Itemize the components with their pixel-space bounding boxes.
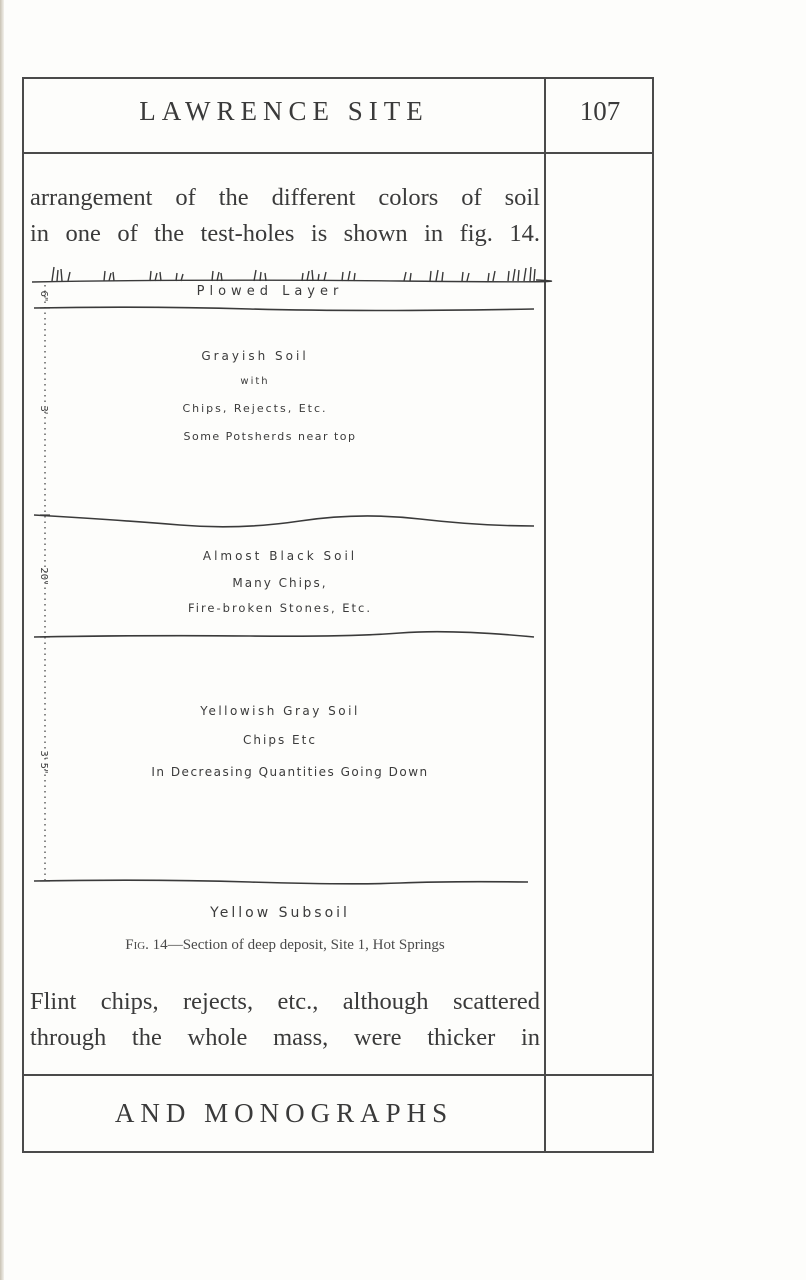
layer-label-grayish-chips: Chips, Rejects, Etc. — [182, 402, 328, 415]
paragraph-line: arrangement of the different colors of soil — [30, 184, 540, 211]
paragraph-line: through the whole mass, were thicker in — [30, 1024, 540, 1051]
boundary-grayish-base — [34, 515, 534, 527]
running-head: LAWRENCE SITE — [139, 96, 429, 126]
depth-label-black: 20" — [38, 567, 49, 585]
figure-caption-text: —Section of deep deposit, Site 1, Hot Springs — [167, 937, 445, 953]
boundary-plowed-base — [34, 307, 534, 310]
boundary-black-base — [34, 632, 534, 637]
page-number: 107 — [579, 96, 621, 126]
depth-label-plowed: 6" — [38, 290, 49, 302]
layer-label-plowed: Plowed Layer — [196, 284, 344, 299]
figure-caption — [30, 937, 540, 954]
paragraph-line: in one of the test-holes is shown in fig. 14. — [30, 220, 540, 247]
layer-label-yellowish-decreasing: In Decreasing Quantities Going Down — [151, 765, 429, 779]
layer-label-grayish-title: Grayish Soil — [201, 349, 309, 363]
layer-label-grayish-with: with — [240, 376, 270, 387]
paragraph-line: Flint chips, rejects, etc., although scattered — [30, 988, 540, 1015]
footer-title: AND MONOGRAPHS — [114, 1098, 454, 1128]
layer-label-subsoil: Yellow Subsoil — [210, 905, 350, 921]
layer-label-grayish-potsherds: Some Potsherds near top — [183, 430, 357, 443]
grass-surface — [32, 267, 552, 282]
layer-label-yellowish-chips: Chips Etc — [243, 733, 317, 747]
layer-label-black-stones: Fire-broken Stones, Etc. — [187, 601, 373, 615]
layer-label-black-chips: Many Chips, — [232, 576, 328, 590]
figure-caption-prefix: Fig. 14 — [125, 937, 168, 953]
layer-boundaries — [34, 307, 534, 884]
boundary-yellowish-base — [34, 880, 528, 884]
depth-label-grayish: 3' — [38, 405, 49, 415]
depth-labels — [38, 291, 49, 774]
paragraph-bottom — [30, 984, 540, 1056]
layer-label-yellowish-title: Yellowish Gray Soil — [200, 704, 360, 718]
layer-label-black-title: Almost Black Soil — [202, 549, 358, 563]
depth-label-yellowish: 3' 5" — [38, 750, 49, 774]
